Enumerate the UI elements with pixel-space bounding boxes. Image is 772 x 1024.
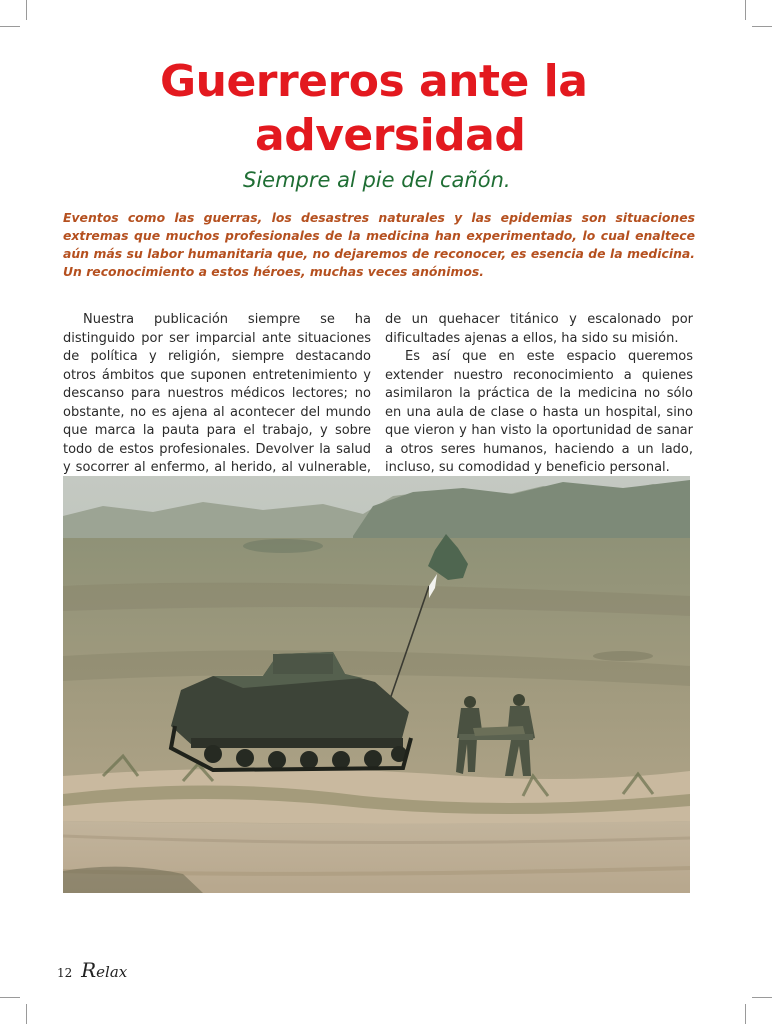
body-paragraph: Es así que en este espacio queremos extender nuestro reconocimiento a quienes asimilaron la práctica de la medicina no sólo en una aula de clase o hasta un hospital, sino que vieron y han visto la oportunidad de sanar a otros seres humanos, haciendo a un lado, incluso, su comodidad y beneficio personal. <box>385 349 693 475</box>
crop-mark <box>752 997 772 998</box>
article-title-line1: Guerreros ante la <box>160 56 588 107</box>
article-photo <box>63 476 690 893</box>
crop-mark <box>0 997 20 998</box>
crop-mark <box>26 1004 27 1024</box>
relax-logo <box>81 958 128 982</box>
crop-mark <box>752 26 772 27</box>
crop-mark <box>26 0 27 20</box>
crop-mark <box>0 26 20 27</box>
page-footer <box>57 958 127 982</box>
body-column-right <box>385 311 693 478</box>
body-paragraph: de un quehacer titánico y escalonado por dificultades ajenas a ellos, ha sido su misión. <box>385 312 693 346</box>
article-subtitle: Siempre al pie del cañón. <box>243 168 511 192</box>
relax-logo-rest: elax <box>96 963 128 981</box>
article-lead: Eventos como las guerras, los desastres naturales y las epidemias son situaciones extremas que muchos profesionales de la medicina han experimentado, lo cual enaltece aún más su labor humanitaria que, no dejaremos de reconocer, es esencia de la medicina. Un reconocimiento a estos héroes, muchas veces anónimos. <box>63 210 695 279</box>
page-number: 12 <box>57 966 73 980</box>
body-paragraph: Nuestra publicación siempre se ha distinguido por ser imparcial ante situaciones de política y religión, siempre destacando otros ámbitos que suponen entretenimiento y descanso para nuestros médicos lectores; no obstante, no es ajena al acontecer del mundo que marca la pauta para el trabajo, y sobre todo de estos profesionales. Devolver la salud y socorrer al enfermo, al herido, al vulnerable, <box>63 312 371 475</box>
field-medics-photo <box>63 476 690 893</box>
article-title-line2: adversidad <box>255 110 526 161</box>
body-column-left <box>63 311 371 496</box>
crop-mark <box>745 0 746 20</box>
relax-logo-initial: R <box>81 958 97 982</box>
crop-mark <box>745 1004 746 1024</box>
